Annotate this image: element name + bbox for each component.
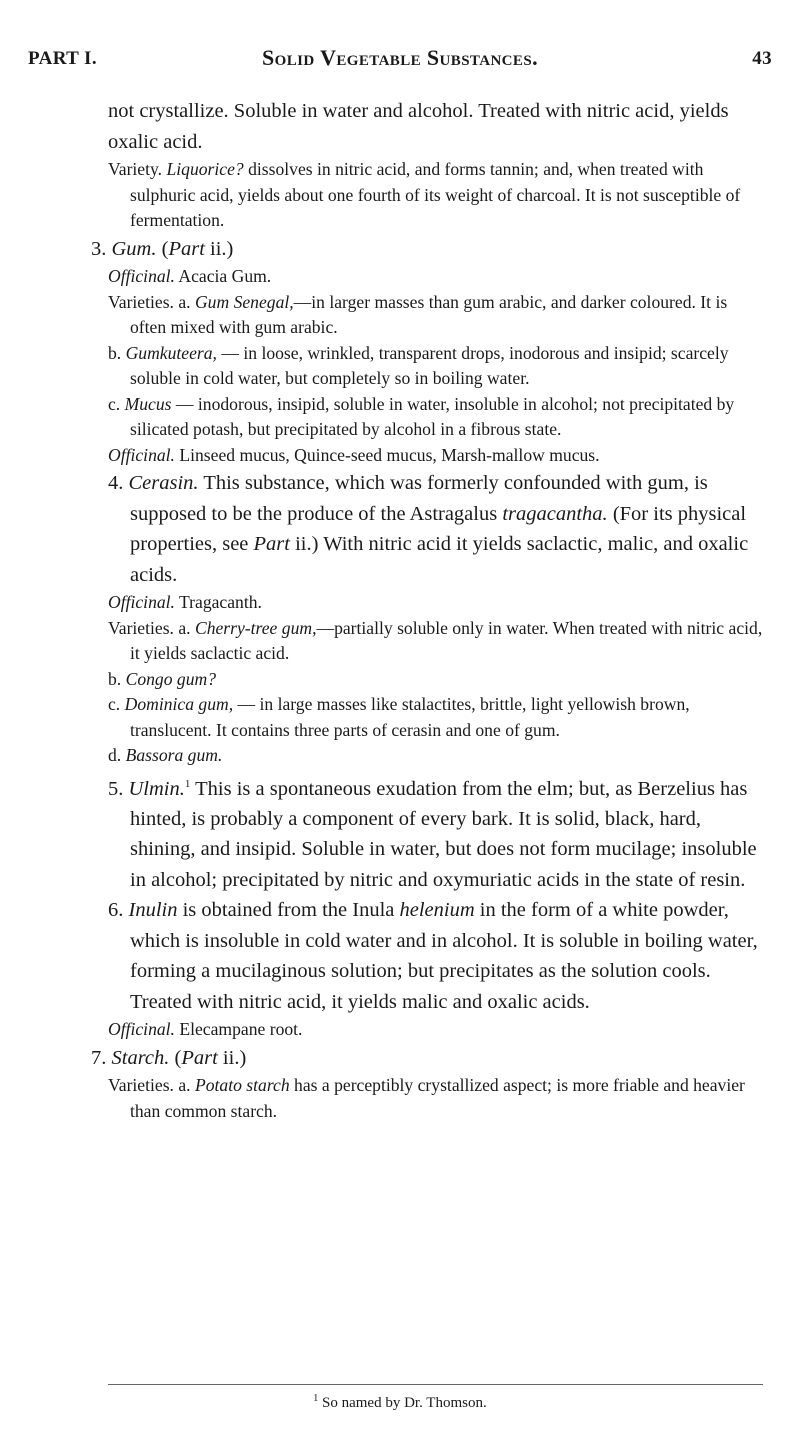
paragraph-continuation: not crystallize. Soluble in water and alcohol. Treated with nitric acid, yields oxalic acid. [108, 100, 729, 153]
variety-potato-starch: Varieties. a. Potato starch has a perceptibly crystallized aspect; is more friable and heavier than common starch. [108, 1075, 745, 1121]
variety-dominica-gum: c. Dominica gum, — in large masses like stalactites, brittle, light yellowish brown, translucent. It contains three parts of cerasin and one of gum. [108, 694, 690, 740]
paragraph-ulmin: 5. Ulmin.$^1$ This is a spontaneous exudation from the elm; but, as Berzelius has hinted, is probably a component of every bark. It is solid, black, hard, shining, and insipid. Soluble in water, but does not form mucilage; insoluble in alcohol; precipitated by nitric and oxymuriatic acids in the state of resin. [108, 777, 757, 891]
officinal-tragacanth: Officinal. Tragacanth. [108, 592, 262, 612]
variety-congo-gum: b. Congo gum? [108, 668, 217, 689]
officinal-elecampane: Officinal. Elecampane root. [108, 1019, 303, 1040]
paragraph-inulin: 6. Inulin is obtained from the Inula helenium in the form of a white powder, which is insoluble in cold water and in alcohol. It is soluble in boiling water, forming a mucilaginous solution; but precipitates as the solution cools. Treated with nitric acid, it yields malic and oxalic acids. [108, 899, 758, 1013]
paragraph-liquorice: Variety. Liquorice? dissolves in nitric acid, and forms tannin; and, when treated with sulphuric acid, yields about one fourth of its weight of charcoal. It is not susceptible of fermentation. [108, 159, 741, 230]
variety-mucus: c. Mucus — inodorous, insipid, soluble in water, insoluble in alcohol; not precipitated by silicated potash, but precipitated by alcohol in a fibrous state. [108, 393, 735, 439]
heading-starch: 7. Starch. (Part ii.) [91, 1046, 247, 1069]
paragraph-cerasin: 4. Cerasin. This substance, which was formerly confounded with gum, is supposed to be the produce of the Astragalus tragacantha. (For its physical properties, see Part ii.) With nitric acid it yields saclactic, malic, and oxalic acids. [108, 472, 749, 586]
variety-senegal: Varieties. a. Gum Senegal,—in larger masses than gum arabic, and darker coloured. It is often mixed with gum arabic. [108, 291, 728, 337]
header-title: Solid Vegetable Substances. [262, 45, 538, 70]
footnote-marker: 1 [184, 777, 191, 790]
officinal-acacia: Officinal. Acacia Gum. [108, 266, 272, 286]
variety-gumkuteera: b. Gumkuteera, — in loose, wrinkled, transparent drops, inodorous and insipid; scarcely soluble in cold water, but completely so in boiling water. [108, 342, 729, 388]
variety-cherry-tree-gum: Varieties. a. Cherry-tree gum,—partially soluble only in water. When treated with nitric acid, it yields saclactic acid. [108, 617, 763, 663]
variety-bassora-gum: d. Bassora gum. [108, 745, 223, 765]
header-part: PART I. [28, 48, 97, 69]
footnote-divider [108, 1384, 763, 1385]
heading-gum: 3. Gum. (Part ii.) [91, 237, 234, 260]
page-number: 43 [752, 48, 772, 69]
running-header [28, 45, 772, 80]
officinal-mucus: Officinal. Linseed mucus, Quince-seed mucus, Marsh-mallow mucus. [108, 444, 600, 465]
page-body [91, 96, 763, 1124]
footnote: $^1$ So named by Dr. Thomson. [313, 1393, 487, 1411]
